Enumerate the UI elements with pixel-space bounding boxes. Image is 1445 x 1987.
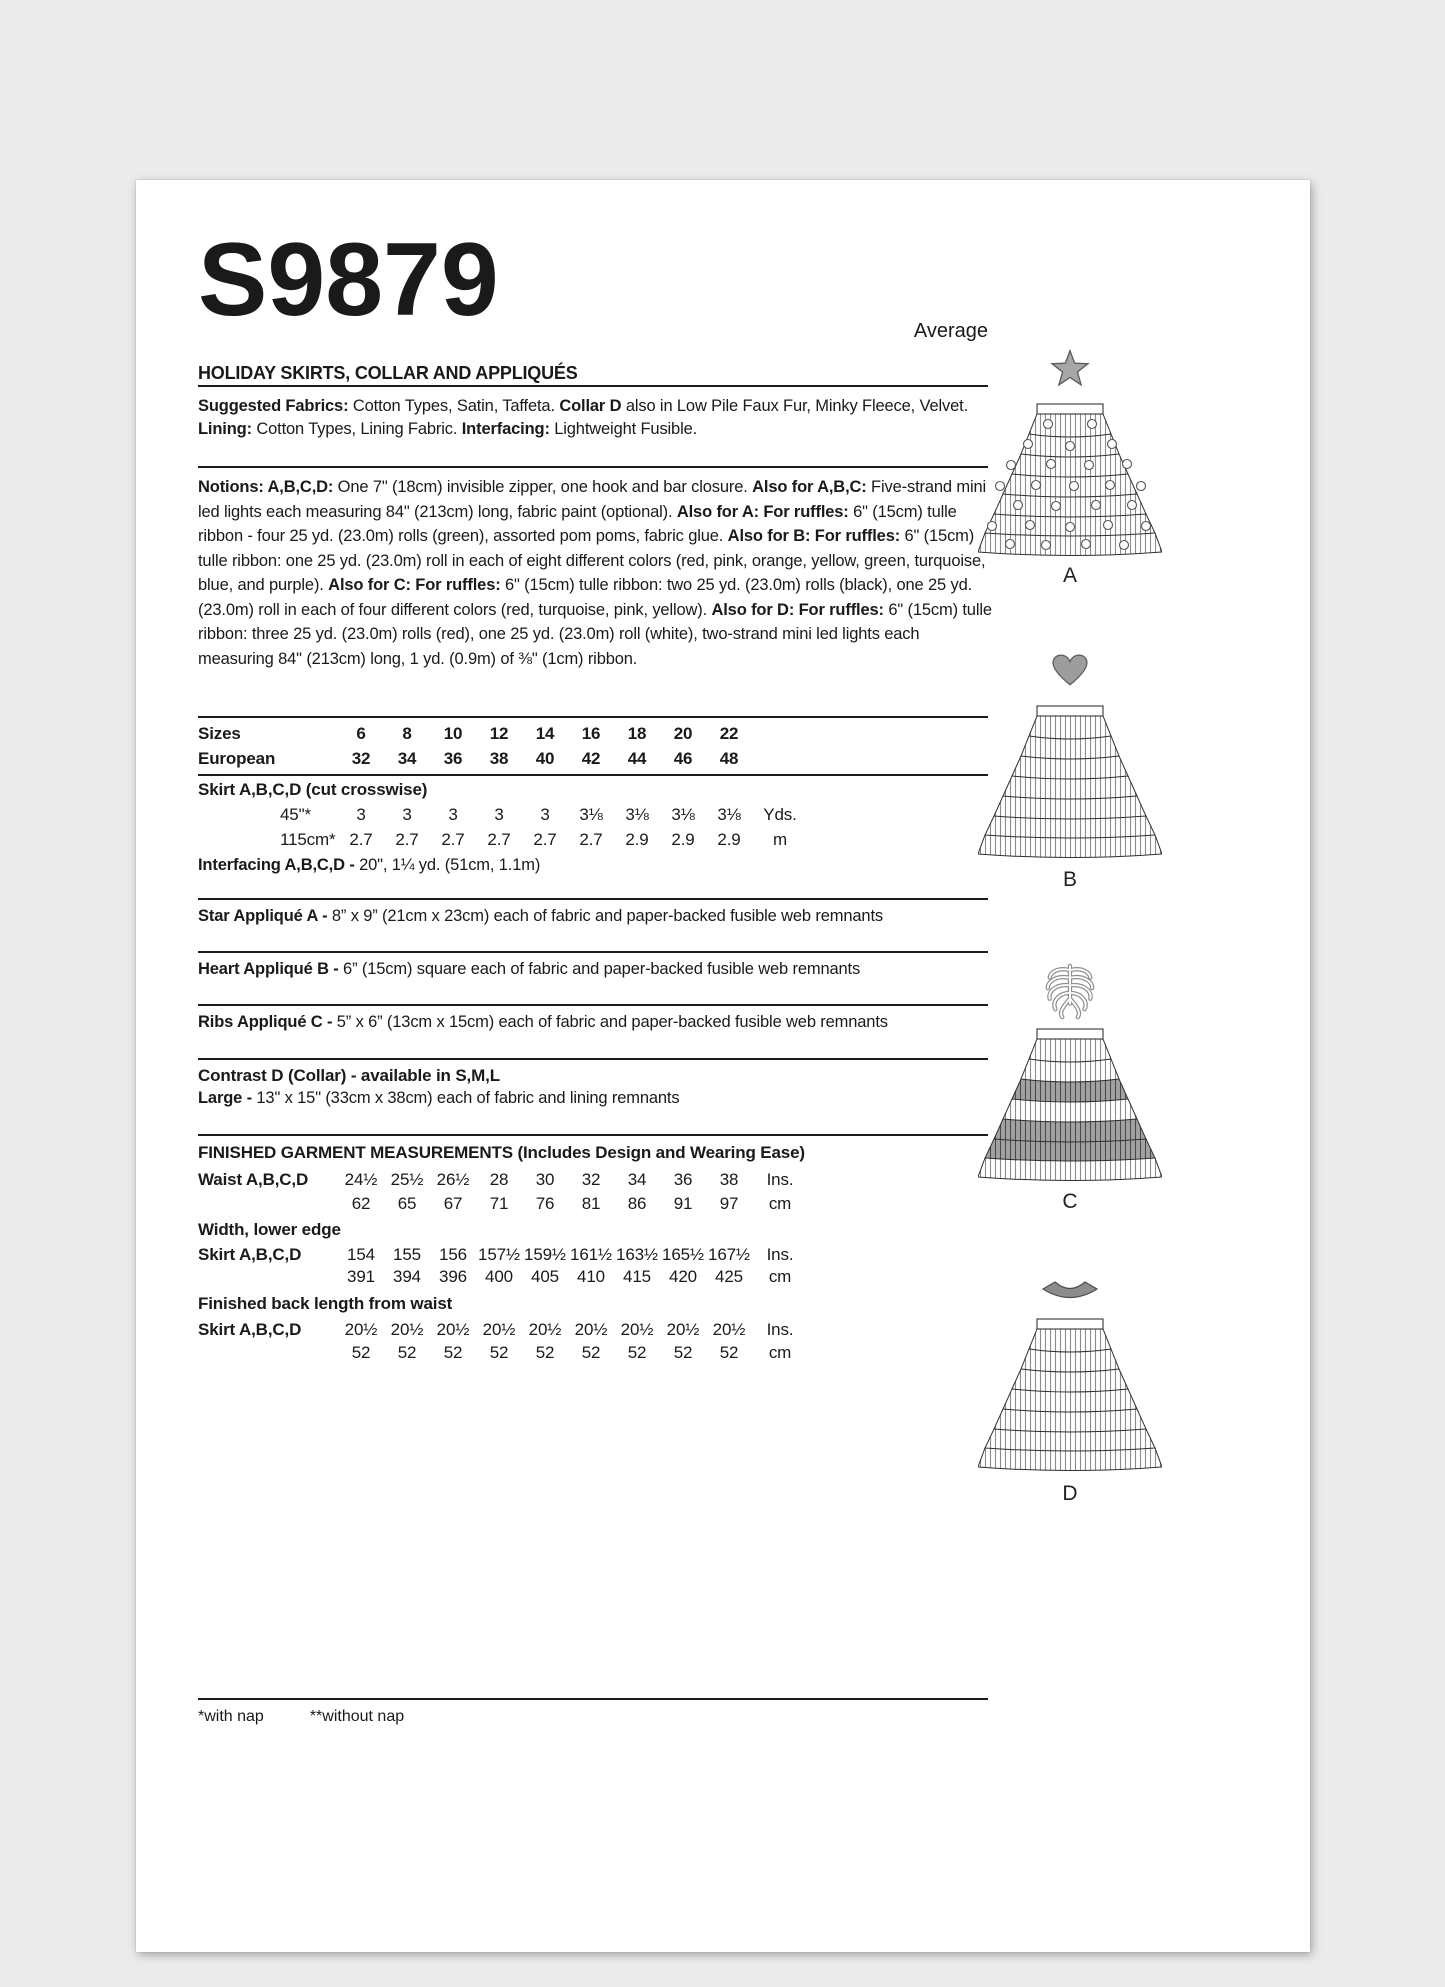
notions-paragraph <box>198 475 996 671</box>
yardage-45in-row <box>198 805 808 825</box>
bold-text-segment: Star Appliqué A - <box>198 907 332 925</box>
divider <box>198 951 988 953</box>
table-cell: 52 <box>719 1343 739 1362</box>
table-cell: 28 <box>489 1170 509 1189</box>
divider <box>198 716 988 718</box>
bold-text-segment: Also for D: For ruffles: <box>711 600 884 619</box>
difficulty-label: Average <box>913 320 988 342</box>
table-cell: 3 <box>448 805 458 824</box>
table-cell: 16 <box>581 724 601 743</box>
pattern-number: S9879 <box>198 222 499 338</box>
table-cell: 155 <box>393 1245 421 1264</box>
table-cell: 20½ <box>390 1320 424 1339</box>
table-cell: 415 <box>623 1267 651 1286</box>
table-cell: 52 <box>397 1343 417 1362</box>
table-cell: 26½ <box>436 1170 470 1189</box>
table-cell: 2.9 <box>625 830 649 849</box>
table-cell: 12 <box>489 724 509 743</box>
bold-text-segment: Also for A: For ruffles: <box>676 502 849 521</box>
table-cell: 2.7 <box>579 830 603 849</box>
table-cell: 20½ <box>528 1320 562 1339</box>
table-cell: 3 <box>540 805 550 824</box>
sheet-title: HOLIDAY SKIRTS, COLLAR AND APPLIQUÉS <box>198 363 578 383</box>
table-cell: 32 <box>581 1170 601 1189</box>
table-cell: 2.7 <box>395 830 419 849</box>
table-cell: 36 <box>443 749 463 768</box>
table-cell: 391 <box>347 1267 375 1286</box>
unit-label: Ins. <box>766 1170 794 1189</box>
skirt-b-illustration <box>978 704 1162 867</box>
sizes-row <box>198 724 808 744</box>
table-cell: 38 <box>489 749 509 768</box>
table-cell: 156 <box>439 1245 467 1264</box>
table-cell: 167½ <box>708 1245 750 1264</box>
heart-applique-note <box>198 960 996 979</box>
divider <box>198 898 988 900</box>
text-segment: Cotton Types, Lining Fabric. <box>251 419 462 438</box>
table-cell: 3 <box>494 805 504 824</box>
view-a-label: A <box>1062 564 1077 587</box>
table-cell: 52 <box>673 1343 693 1362</box>
bold-text-segment: Ribs Appliqué C - <box>198 1013 337 1031</box>
table-cell: 3⅛ <box>625 805 649 824</box>
row-label <box>198 1267 338 1287</box>
bold-text-segment: Suggested Fabrics: <box>198 397 349 415</box>
contrast-large-note <box>198 1089 996 1108</box>
yardage-115cm-row <box>198 830 808 850</box>
table-cell: 20½ <box>666 1320 700 1339</box>
view-d-label: D <box>1062 1482 1078 1505</box>
table-cell: 400 <box>485 1267 513 1286</box>
divider <box>198 466 988 468</box>
table-cell: 2.7 <box>487 830 511 849</box>
table-cell: 154 <box>347 1245 375 1264</box>
table-cell: 86 <box>627 1194 647 1213</box>
table-cell: 52 <box>489 1343 509 1362</box>
table-cell: 3 <box>356 805 366 824</box>
row-label <box>198 1194 338 1214</box>
table-cell: 20½ <box>344 1320 378 1339</box>
text-segment: Lightweight Fusible. <box>549 419 698 438</box>
table-cell: 165½ <box>662 1245 704 1264</box>
bold-text-segment: Also for C: For ruffles: <box>328 576 501 594</box>
text-segment: 5” x 6” (13cm x 15cm) each of fabric and paper-backed fusible web remnants <box>336 1013 888 1031</box>
table-cell: 3⅛ <box>579 805 603 824</box>
table-cell: 34 <box>627 1170 647 1189</box>
table-cell: 40 <box>535 749 555 768</box>
table-cell: 396 <box>439 1267 467 1286</box>
text-segment: 8” x 9” (21cm x 23cm) each of fabric and paper-backed fusible web remnants <box>331 907 883 925</box>
table-cell: 30 <box>535 1170 555 1189</box>
width-lower-edge-heading: Width, lower edge <box>198 1220 341 1239</box>
star-applique-note <box>198 907 996 926</box>
table-cell: 34 <box>397 749 417 768</box>
unit-label: cm <box>768 1267 792 1286</box>
table-cell: 36 <box>673 1170 693 1189</box>
star-icon <box>1049 348 1091 388</box>
table-cell: 32 <box>351 749 371 768</box>
table-cell: 20½ <box>482 1320 516 1339</box>
bold-text-segment: Notions: A,B,C,D: <box>198 478 334 496</box>
text-segment: 6" (15cm) tulle ribbon: one 25 yd. (23.0m) roll in each of eight different colors (red, pink, orange, yellow, green, turquoise, blue, and purple). <box>198 527 986 594</box>
row-label: 115cm* <box>280 830 336 849</box>
heart-icon <box>1052 654 1088 687</box>
skirt-c-illustration <box>978 1027 1162 1190</box>
table-cell: 24½ <box>344 1170 378 1189</box>
skirt-a-illustration <box>978 402 1162 565</box>
unit-label: Ins. <box>766 1320 794 1339</box>
table-cell: 91 <box>673 1194 693 1213</box>
table-cell: 3⅛ <box>671 805 695 824</box>
ribs-applique-note <box>198 1013 996 1032</box>
divider <box>198 1698 988 1700</box>
skirt-width-inches-row <box>198 1245 808 1265</box>
table-cell: 2.7 <box>533 830 557 849</box>
unit-label <box>752 724 808 744</box>
text-segment: 6" (15cm) tulle ribbon: two 25 yd. (23.0m) rolls (black), one 25 yd. (23.0m) roll in each of four different colors (red, turquoise, pink, yellow). <box>198 576 973 619</box>
text-segment: Five-strand mini led lights each measuring 84" (213cm) long, fabric paint (optional). <box>198 478 987 521</box>
back-length-inches-row <box>198 1320 808 1340</box>
table-cell: 71 <box>489 1194 509 1213</box>
table-cell: 159½ <box>524 1245 566 1264</box>
skirt-d-illustration <box>978 1317 1162 1480</box>
table-cell: 2.7 <box>441 830 465 849</box>
view-b-label: B <box>1062 868 1077 891</box>
table-cell: 25½ <box>390 1170 424 1189</box>
table-cell: 420 <box>669 1267 697 1286</box>
text-segment: 6" (15cm) tulle ribbon: three 25 yd. (23.0m) rolls (red), one 25 yd. (23.0m) roll (white), two-strand mini led lights each measuring 84" (213cm) long, 1 yd. (0.9m) of ⅜" (1cm) ribbon. <box>198 600 992 668</box>
back-length-heading: Finished back length from waist <box>198 1294 453 1313</box>
unit-label <box>752 749 808 769</box>
table-cell: 22 <box>719 724 739 743</box>
bold-text-segment: Also for B: For ruffles: <box>727 527 901 545</box>
text-segment: 20", 1¼ yd. (51cm, 1.1m) <box>359 856 541 874</box>
table-cell: 46 <box>673 749 693 768</box>
table-cell: 163½ <box>616 1245 658 1264</box>
row-label: Skirt A,B,C,D <box>198 1245 302 1264</box>
yardage-section-heading: Skirt A,B,C,D (cut crosswise) <box>198 780 428 799</box>
divider <box>198 774 988 776</box>
table-cell: 6 <box>356 724 366 743</box>
with-nap-note: *with nap <box>198 1708 264 1725</box>
table-cell: 52 <box>581 1343 601 1362</box>
row-label <box>198 1343 338 1363</box>
back-length-cm-row <box>198 1343 808 1363</box>
table-cell: 14 <box>535 724 555 743</box>
table-cell: 67 <box>443 1194 463 1213</box>
table-cell: 20½ <box>436 1320 470 1339</box>
divider <box>198 1134 988 1136</box>
nap-footnote <box>198 1708 450 1726</box>
contrast-collar-heading: Contrast D (Collar) - available in S,M,L <box>198 1066 500 1085</box>
unit-label: Ins. <box>766 1245 794 1264</box>
table-cell: 52 <box>443 1343 463 1362</box>
without-nap-note: **without nap <box>309 1708 405 1725</box>
european-sizes-row <box>198 749 808 769</box>
text-segment: One 7" (18cm) invisible zipper, one hook and bar closure. <box>333 478 753 496</box>
bold-text-segment: Lining: <box>198 419 252 438</box>
bold-text-segment: Large - <box>198 1089 257 1107</box>
table-cell: 62 <box>351 1194 371 1213</box>
row-label: Waist A,B,C,D <box>198 1170 309 1189</box>
text-segment: 6" (15cm) tulle ribbon - four 25 yd. (23.0m) rolls (green), assorted pom poms, fabric glue. <box>198 502 957 545</box>
table-cell: 44 <box>627 749 647 768</box>
table-cell: 52 <box>627 1343 647 1362</box>
fabrics-paragraph <box>198 395 996 440</box>
row-label: European <box>198 749 276 768</box>
table-cell: 394 <box>393 1267 421 1286</box>
bold-text-segment: Also for A,B,C: <box>752 478 867 496</box>
unit-label: cm <box>768 1343 792 1362</box>
interfacing-note <box>198 856 996 875</box>
waist-cm-row <box>198 1194 808 1214</box>
table-cell: 161½ <box>570 1245 612 1264</box>
table-cell: 20 <box>673 724 693 743</box>
row-label: Skirt A,B,C,D <box>198 1320 302 1339</box>
unit-label: Yds. <box>763 805 797 824</box>
table-cell: 42 <box>581 749 601 768</box>
bold-text-segment: Collar D <box>559 397 622 415</box>
collar-icon <box>1040 1279 1100 1307</box>
divider <box>198 1004 988 1006</box>
table-cell: 2.9 <box>717 830 741 849</box>
table-cell: 97 <box>719 1194 739 1213</box>
table-cell: 3 <box>402 805 412 824</box>
table-cell: 20½ <box>574 1320 608 1339</box>
table-cell: 65 <box>397 1194 417 1213</box>
unit-label: m <box>772 830 787 849</box>
table-cell: 425 <box>715 1267 743 1286</box>
table-cell: 20½ <box>620 1320 654 1339</box>
table-cell: 52 <box>351 1343 371 1362</box>
bold-text-segment: Heart Appliqué B - <box>198 960 344 978</box>
divider <box>198 385 988 387</box>
row-label: 45"* <box>280 805 311 824</box>
ribs-icon <box>1041 961 1099 1021</box>
pattern-sheet-page <box>136 180 1310 1952</box>
table-cell: 76 <box>535 1194 555 1213</box>
table-cell: 18 <box>627 724 647 743</box>
bold-text-segment: Interfacing: <box>461 419 550 438</box>
table-cell: 52 <box>535 1343 555 1362</box>
table-cell: 405 <box>531 1267 559 1286</box>
table-cell: 81 <box>581 1194 601 1213</box>
table-cell: 38 <box>719 1170 739 1189</box>
text-segment: also in Low Pile Faux Fur, Minky Fleece, Velvet. <box>621 397 969 415</box>
table-cell: 48 <box>719 749 739 768</box>
table-cell: 2.9 <box>671 830 695 849</box>
bold-text-segment: Interfacing A,B,C,D - <box>198 856 360 874</box>
measurements-heading: FINISHED GARMENT MEASUREMENTS (Includes Design and Wearing Ease) <box>198 1143 805 1162</box>
table-cell: 2.7 <box>349 830 373 849</box>
table-cell: 20½ <box>712 1320 746 1339</box>
table-cell: 157½ <box>478 1245 520 1264</box>
table-cell: 3⅛ <box>717 805 741 824</box>
text-segment: Cotton Types, Satin, Taffeta. <box>348 397 560 415</box>
view-c-label: C <box>1062 1190 1078 1213</box>
table-cell: 10 <box>443 724 463 743</box>
table-cell: 8 <box>402 724 412 743</box>
table-cell: 410 <box>577 1267 605 1286</box>
unit-label: cm <box>768 1194 792 1213</box>
divider <box>198 1058 988 1060</box>
waist-inches-row <box>198 1170 808 1190</box>
skirt-width-cm-row <box>198 1267 808 1287</box>
row-label: Sizes <box>198 724 241 743</box>
text-segment: 6” (15cm) square each of fabric and paper-backed fusible web remnants <box>343 960 861 978</box>
text-segment: 13" x 15" (33cm x 38cm) each of fabric and lining remnants <box>256 1089 680 1107</box>
